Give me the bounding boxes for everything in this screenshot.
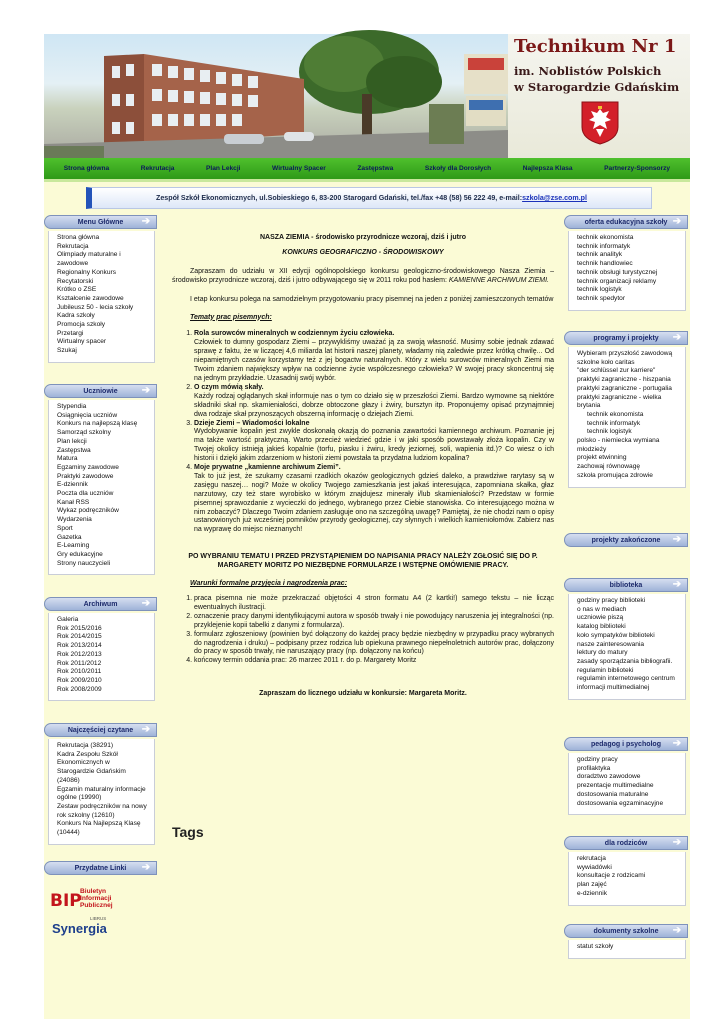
programy-item[interactable]: zachowaj równowagę xyxy=(577,463,641,471)
uczniowie-item[interactable]: Strony nauczycieli xyxy=(57,559,111,567)
uczniowie-item[interactable]: Gry edukacyjne xyxy=(57,550,103,558)
article-title: NASZA ZIEMIA - środowisko przyrodnicze wczoraj, dziś i jutro xyxy=(259,234,466,241)
uczniowie-item[interactable]: Stypendia xyxy=(57,403,87,410)
uczniowie-title: Uczniowie xyxy=(83,387,118,395)
nav-strona-glowna[interactable]: Strona główna xyxy=(63,165,110,172)
arrow-right-icon: ➔ xyxy=(141,724,151,735)
uczniowie-item[interactable]: Sport xyxy=(57,524,73,532)
programy-item[interactable]: Wybieram przyszłość zawodową xyxy=(577,350,673,357)
uczniowie-item[interactable]: Gazetka xyxy=(57,533,82,541)
menu-glowne-header[interactable] xyxy=(44,215,157,229)
menu-glowne-box xyxy=(44,215,157,363)
biblioteka-list xyxy=(568,594,686,700)
librus-label: LIBRUS xyxy=(90,916,107,921)
popular-item[interactable]: Kadra Zespołu Szkół Ekonomicznych w Starogardzie Gdańskim (24086) xyxy=(57,750,126,784)
archiwum-list xyxy=(48,613,155,701)
biblioteka-item[interactable]: lektury do matury xyxy=(577,649,628,657)
menu-item[interactable]: Szukaj xyxy=(57,347,77,355)
rules-list xyxy=(172,595,554,666)
archiwum-item[interactable]: Rok 2013/2014 xyxy=(57,642,102,650)
pedagog-item[interactable]: profilaktyka xyxy=(577,764,611,772)
oferta-item[interactable]: technik obsługi turystycznej xyxy=(577,268,658,276)
topic-title: 3. Dzieje Ziemi – Wiadomości lokalne xyxy=(194,419,310,427)
oferta-list xyxy=(568,231,686,311)
uczniowie-box xyxy=(44,384,157,575)
projekty-zakonczone-title: projekty zakończone xyxy=(591,536,661,544)
bip-logo-icon xyxy=(50,886,82,911)
programy-title: programy i projekty xyxy=(593,334,659,342)
article-closing: Zapraszam do licznego udziału w konkursie: Margareta Moritz. xyxy=(259,690,467,698)
school-title xyxy=(508,34,690,158)
menu-glowne-title: Menu Główne xyxy=(77,218,124,226)
pedagog-header[interactable] xyxy=(564,737,688,751)
nav-plan-lekcji[interactable]: Plan Lekcji xyxy=(206,165,241,172)
article xyxy=(172,234,554,699)
archiwum-item[interactable]: Rok 2009/2010 xyxy=(57,676,102,684)
topic-body: Wydobywanie kopalin jest zwykle doskonałą okazją do poznania zawartości kamiennego archiwum. Poznanie jej ma także wartość praktyczną. Warto przecież wiedzieć gdzie i w jaki sposób powstawały złoża kopalin. Czy w Twojej okolicy istnieją jakieś kopalnie (torfu, piasku i żwiru, kredy jeziornej, soli, wapienia itd.)? Co wiesz o ich historii i dzięki jakim zdarzeniom w historii ziemi powstała ta przydatna ludziom kopalina? xyxy=(194,428,554,463)
uczniowie-item[interactable]: Praktyki zawodowe xyxy=(57,472,114,480)
oferta-item[interactable]: technik logistyk xyxy=(577,286,622,294)
menu-item[interactable]: Kadra szkoły xyxy=(57,312,95,320)
menu-item[interactable]: Przetargi xyxy=(57,329,84,337)
uczniowie-item[interactable]: Wykaz podręczników xyxy=(57,507,119,515)
dla-rodzicow-list xyxy=(568,852,686,906)
rule-item: 1. praca pisemna nie może przekraczać objętości 4 stron formatu A4 (2 kartki!) samego tekstu – nie licząc ewentualnych ilustracji. xyxy=(194,595,554,613)
programy-subitem[interactable]: technik informatyk xyxy=(587,419,641,427)
synergia-logo: Synergia xyxy=(52,921,107,936)
title-line-3: w Starogardzie Gdańskim xyxy=(514,80,680,94)
arrow-right-icon: ➔ xyxy=(141,598,151,609)
topic-item xyxy=(194,384,554,420)
polish-eagle-emblem-icon xyxy=(581,101,619,145)
biblioteka-item[interactable]: uczniowie piszą xyxy=(577,614,624,622)
archiwum-item[interactable]: Rok 2012/2013 xyxy=(57,650,102,658)
oferta-item[interactable]: technik informatyk xyxy=(577,242,631,250)
biblioteka-item[interactable]: o nas w mediach xyxy=(577,605,627,613)
svg-text:BIP: BIP xyxy=(50,891,82,911)
biblioteka-item[interactable]: zasady sporządzania bibliografii. xyxy=(577,657,673,665)
uczniowie-item[interactable]: Zastępstwa xyxy=(57,446,91,454)
logos xyxy=(50,884,160,938)
uczniowie-item[interactable]: Egzaminy zawodowe xyxy=(57,463,119,471)
uczniowie-header[interactable] xyxy=(44,384,157,398)
dokumenty-item[interactable]: statut szkoły xyxy=(577,943,614,950)
topics-list xyxy=(172,330,554,535)
uczniowie-item[interactable]: Osiągnięcia uczniów xyxy=(57,411,118,419)
topic-title: 4. Moje prywatne „kamienne archiwum Ziemi”. xyxy=(194,464,341,472)
arrow-right-icon: ➔ xyxy=(141,216,151,227)
rodzice-item[interactable]: e-dziennik xyxy=(577,889,608,897)
rule-item: 4. końcowy termin oddania prac: 26 marzec 2011 r. do p. Margarety Moritz xyxy=(194,657,554,666)
archiwum-item[interactable]: Galeria xyxy=(57,616,79,623)
programy-item[interactable]: praktyki zagraniczne - portugalia xyxy=(577,384,672,392)
programy-item[interactable]: praktyki zagraniczne - hiszpania xyxy=(577,376,671,384)
biblioteka-item[interactable]: regulamin internetowego centrum informacji multimedialnej xyxy=(577,675,675,692)
topic-item xyxy=(194,330,554,383)
menu-item[interactable]: Strona główna xyxy=(57,234,100,241)
uczniowie-item[interactable]: E-Learning xyxy=(57,542,90,550)
programy-subitem[interactable]: technik ekonomista xyxy=(587,410,644,418)
uczniowie-item[interactable]: Matura xyxy=(57,455,78,463)
arrow-right-icon: ➔ xyxy=(672,579,682,590)
archiwum-item[interactable]: Rok 2008/2009 xyxy=(57,685,102,693)
dokumenty-header[interactable] xyxy=(564,924,688,938)
biblioteka-item[interactable]: godziny pracy biblioteki xyxy=(577,597,646,604)
topic-item xyxy=(194,464,554,535)
title-line-2: im. Noblistów Polskich xyxy=(514,64,662,78)
arrow-right-icon: ➔ xyxy=(672,925,682,936)
article-subtitle: KONKURS GEOGRAFICZNO - ŚRODOWISKOWY xyxy=(282,248,444,256)
biblioteka-item[interactable]: nasze zainteresowania xyxy=(577,640,645,648)
uczniowie-item[interactable]: Samorząd szkolny xyxy=(57,429,111,437)
biblioteka-item[interactable]: katalog biblioteki xyxy=(577,623,626,631)
intro-text: Zapraszam do udziału w XII edycji ogólnopolskiego konkursu geologiczno-środowiskowego Nasza Ziemia – środowisko przyrodnicze wczoraj, dziś i jutro odbywającego się w 2011 roku pod hasłem: xyxy=(172,267,554,284)
nav-szkoly-dla-doroslych[interactable]: Szkoły dla Dorosłych xyxy=(424,165,492,172)
article-intro xyxy=(172,268,554,286)
menu-item[interactable]: Jubileusz 50 - lecia szkoły xyxy=(57,303,134,311)
menu-item[interactable]: Krótko o ZSE xyxy=(57,286,97,294)
projekty-zakonczone-box xyxy=(564,533,688,547)
przydatne-linki-title: Przydatne Linki xyxy=(74,864,127,872)
topic-item xyxy=(194,420,554,465)
article-para-2: I etap konkursu polega na samodzielnym przygotowaniu pracy pisemnej na jeden z poniżej zamieszczonych tematów xyxy=(190,295,554,303)
archiwum-item[interactable]: Rok 2010/2011 xyxy=(57,668,102,676)
topic-title: 2. O czym mówią skały. xyxy=(194,383,264,391)
rule-item: 2. oznaczenie pracy danymi identyfikującymi autora w sposób trwały i nie powodujący naruszenia jej integralności (np. przyklejenie kopii tabelki z danymi z formularza). xyxy=(194,613,554,631)
biblioteka-box xyxy=(564,578,688,700)
oferta-item[interactable]: technik ekonomista xyxy=(577,234,634,241)
intro-motto: KAMIENNE ARCHIWUM ZIEMI. xyxy=(448,276,549,284)
page-container xyxy=(44,34,690,1019)
rodzice-item[interactable]: rekrutacja xyxy=(577,855,606,862)
biblioteka-item[interactable]: regulamin biblioteki xyxy=(577,666,634,674)
arrow-right-icon: ➔ xyxy=(672,837,682,848)
oferta-title: oferta edukacyjna szkoły xyxy=(584,218,668,226)
menu-item[interactable]: Olimpiady maturalne i zawodowe xyxy=(57,251,121,268)
projekty-zakonczone-header[interactable] xyxy=(564,533,688,547)
dokumenty-title: dokumenty szkolne xyxy=(593,927,659,935)
archiwum-item[interactable]: Rok 2011/2012 xyxy=(57,659,102,667)
pedagog-list xyxy=(568,753,686,815)
archiwum-title: Archiwum xyxy=(83,600,118,608)
tags-heading: Tags xyxy=(172,824,204,840)
uczniowie-item[interactable]: Kanał RSS xyxy=(57,498,90,506)
arrow-right-icon: ➔ xyxy=(141,862,151,873)
nav-wirtualny-spacer[interactable]: Wirtualny Spacer xyxy=(272,165,326,172)
oferta-header[interactable] xyxy=(564,215,688,229)
arrow-right-icon: ➔ xyxy=(141,385,151,396)
menu-item[interactable]: Rekrutacja xyxy=(57,242,89,250)
biblioteka-header[interactable] xyxy=(564,578,688,592)
oferta-item[interactable]: technik analityk xyxy=(577,251,623,259)
uczniowie-item[interactable]: Wydarzenia xyxy=(57,516,92,524)
pedagog-item[interactable]: godziny pracy xyxy=(577,756,618,763)
menu-item[interactable]: Wirtualny spacer xyxy=(57,338,107,346)
najczesciej-czytane-header[interactable] xyxy=(44,723,157,737)
pedagog-item[interactable]: prezentacje multimedialne xyxy=(577,782,654,790)
arrow-right-icon: ➔ xyxy=(672,738,682,749)
uczniowie-item[interactable]: Poczta dla uczniów xyxy=(57,490,114,498)
pedagog-item[interactable]: dostosowania egzaminacyjne xyxy=(577,799,664,807)
dla-rodzicow-title: dla rodziców xyxy=(604,839,648,847)
pedagog-item[interactable]: doradztwo zawodowe xyxy=(577,773,641,781)
school-photo xyxy=(44,34,508,158)
topic-body: Każdy rodzaj oglądanych skał informuje nas o tym co działo się w przeszłości Ziemi. Bardzo wymowne są niektóre składniki skał np. skamieniałości, dobrze obtoczone głazy i żwiry, bursztyn itp. Proponujemy opisać przynajmniej dwa rodzaje skał przynoszących obszerną informację o dziejach Ziemi. xyxy=(194,392,554,418)
rules-heading: Warunki formalne przyjęcia i nagrodzenia prac: xyxy=(190,580,348,588)
uczniowie-item[interactable]: E-dziennik xyxy=(57,481,88,489)
uczniowie-item[interactable]: Konkurs na najlepszą klasę xyxy=(57,420,138,428)
oferta-item[interactable]: technik handlowiec xyxy=(577,260,633,268)
topics-heading: Tematy prac pisemnych: xyxy=(190,313,272,321)
programy-item[interactable]: praktyki zagraniczne - wielka brytania xyxy=(577,393,662,410)
rodzice-item[interactable]: konsultacje z rodzicami xyxy=(577,872,646,880)
popular-item[interactable]: Konkurs Na Najlepszą Klasę (10444) xyxy=(57,820,141,837)
programy-header[interactable] xyxy=(564,331,688,345)
archiwum-item[interactable]: Rok 2014/2015 xyxy=(57,633,102,641)
uczniowie-item[interactable]: Plan lekcji xyxy=(57,437,87,445)
rodzice-item[interactable]: plan zajęć xyxy=(577,881,607,889)
address-text: Zespół Szkół Ekonomicznych, ul.Sobieskiego 6, 83-200 Starogard Gdański, tel./fax +48 (58) 56 222 49, e-mail: xyxy=(156,194,523,202)
programy-item[interactable]: szkoła promująca zdrowie xyxy=(577,471,653,479)
nav-partnerzy-sponsorzy[interactable]: Partnerzy-Sponsorzy xyxy=(604,165,671,172)
menu-item[interactable]: Promocja szkoły xyxy=(57,321,106,329)
archiwum-box xyxy=(44,597,157,701)
menu-item[interactable]: Kształcenie zawodowe xyxy=(57,294,124,302)
programy-box xyxy=(564,331,688,488)
arrow-right-icon: ➔ xyxy=(672,332,682,343)
arrow-right-icon: ➔ xyxy=(672,216,682,227)
nav-zastepstwa[interactable]: Zastępstwa xyxy=(357,165,394,172)
header-banner xyxy=(44,34,690,158)
oferta-item[interactable]: technik organizacji reklamy xyxy=(577,277,657,285)
pedagog-box xyxy=(564,737,688,815)
archiwum-item[interactable]: Rok 2015/2016 xyxy=(57,624,102,632)
address-bar xyxy=(86,187,652,209)
przydatne-linki-header[interactable] xyxy=(44,861,157,875)
programy-item[interactable]: projekt etwinning xyxy=(577,454,627,462)
programy-subitem[interactable]: technik logistyk xyxy=(587,428,632,436)
rule-item: 3. formularz zgłoszeniowy (powinien być dołączony do każdej pracy będzie niezbędny w przypadku pracy wybranych do nagrodzenia i druku) – podpisany przez rodzica lub opiekuna prawnego niepełnoletnich autorów prac, dołączony do pracy w sposób trwały, nie naruszający pracy (np. dołączony na końcu) xyxy=(194,631,554,658)
biblioteka-item[interactable]: koło sympatyków biblioteki xyxy=(577,631,655,639)
arrow-right-icon: ➔ xyxy=(672,534,682,545)
najczesciej-czytane-box xyxy=(44,723,157,845)
topic-body: Człowiek to dumny gospodarz Ziemi – przywykliśmy uważać ją za swoją własność. Musimy sobie jednak zdawać sprawę z faktu, że w liczącej 4,6 miliarda lat historii naszej planety, władamy nią zaledwie przez krótką chwilę... Od niepamiętnych czasów korzystamy też z jej bogactw naturalnych. Który z wielu surowców mineralnych Ziemi ma Twoim zdaniem największy wpływ na codzienne życie współczesnego człowieka? W swojej pracy skoncentruj się na jednym przykładzie. Uzasadnij swój wybór. xyxy=(194,339,554,382)
programy-list xyxy=(568,347,686,488)
menu-glowne-list xyxy=(48,231,155,363)
dla-rodzicow-box xyxy=(564,836,688,906)
przydatne-linki-box xyxy=(44,861,157,875)
dla-rodzicow-header[interactable] xyxy=(564,836,688,850)
popular-item[interactable]: Egzamin maturalny informacje ogólne (19990) xyxy=(57,785,146,802)
pedagog-title: pedagog i psycholog xyxy=(590,740,661,748)
najczesciej-czytane-list xyxy=(48,739,155,845)
menu-item[interactable]: Regionalny Konkurs Recytatorski xyxy=(57,268,117,285)
topic-title: 1. Rola surowców mineralnych w codziennym życiu człowieka. xyxy=(194,330,395,338)
nav-rekrutacja[interactable]: Rekrutacja xyxy=(140,165,175,172)
archiwum-header[interactable] xyxy=(44,597,157,611)
oferta-box xyxy=(564,215,688,311)
pedagog-item[interactable]: dostosowania maturalne xyxy=(577,790,649,798)
bip-link[interactable] xyxy=(50,884,160,912)
popular-item[interactable]: Rekrutacja (38291) xyxy=(57,742,114,749)
article-notice: PO WYBRANIU TEMATU I PRZED PRZYSTĄPIENIEM DO NAPISANIA PRACY NALEŻY ZGŁOSIĆ SIĘ DO P. MARGARETY MORITZ PO NIEZBĘDNE FORMULARZE I WSTĘPNE OMÓWIENIE PRACY. xyxy=(188,553,538,570)
popular-item[interactable]: Zestaw podręczników na nowy rok szkolny (12610) xyxy=(57,802,147,819)
email-link[interactable]: szkola@zse.com.pl xyxy=(522,194,587,202)
dokumenty-box xyxy=(564,924,688,959)
title-line-1: Technikum Nr 1 xyxy=(514,36,677,57)
synergia-link[interactable] xyxy=(50,916,160,938)
rodzice-item[interactable]: wywiadówki xyxy=(577,863,612,871)
top-navigation xyxy=(44,158,690,182)
uczniowie-list xyxy=(48,400,155,575)
nav-najlepsza-klasa[interactable]: Najlepsza Klasa xyxy=(522,165,573,172)
dokumenty-list xyxy=(568,940,686,959)
programy-item[interactable]: polsko - niemiecka wymiana młodzieży xyxy=(577,437,660,453)
najczesciej-czytane-title: Najczęściej czytane xyxy=(67,726,134,734)
biblioteka-title: biblioteka xyxy=(609,581,643,589)
oferta-item[interactable]: technik spedytor xyxy=(577,294,626,302)
programy-item[interactable]: szkolne koło caritas xyxy=(577,358,635,366)
topic-body: Tak to już jest, że szukamy czasami rzadkich okazów geologicznych gdzieś daleko, a prawdziwe rarytasy są w zasięgu naszej… nogi? Może w okolicy Twojego zamieszkania jest jakaś interesująca, zapomniana skałka, głaz narzutowy, czy też stare wyrobisko w którym znajdujesz minerały i/lub skamieniałości? Przedstaw w formie pisemnej sprawozdanie z wycieczki do jednego, wybranego przez Ciebie stanowiska. Co interesującego można w nim zobaczyć? Dlaczego Twoim zdaniem zasługuje ono na szczególną uwagę? Pamiętaj, że nie chodzi nam o opisy ustanowionych już wcześniej pomników przyrody geologicznej, czy słynnych i wielkich kamieniołomów. Zabierz nas na wyprawę do miejsc nieznanych! xyxy=(194,472,554,534)
programy-item[interactable]: "der schlüssel zur karriere" xyxy=(577,367,656,375)
bip-text: Biuletyn Informacji Publicznej xyxy=(80,887,113,909)
